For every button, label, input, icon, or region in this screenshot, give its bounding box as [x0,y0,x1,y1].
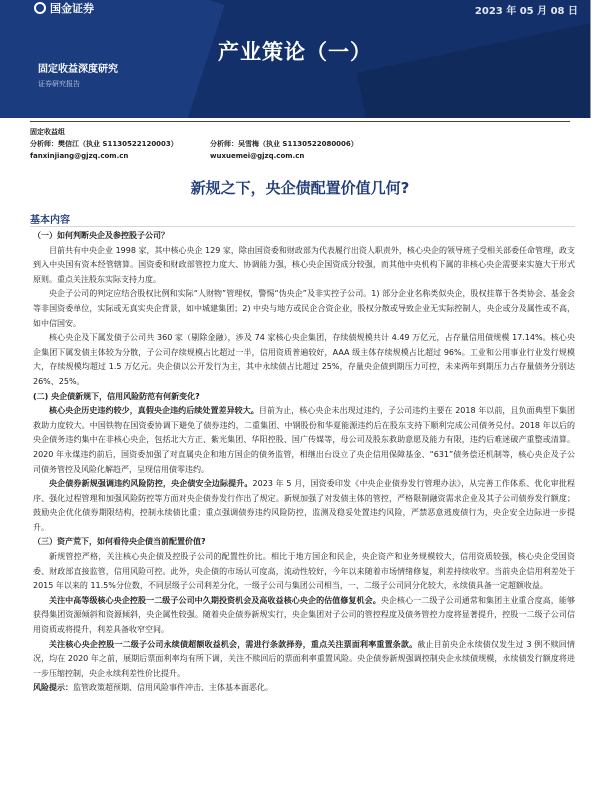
body-content [33,229,575,696]
risk-note [33,681,575,696]
section-heading: 基本内容 [30,215,70,226]
analyst-1-email: fanxinjiang@gjzq.com.cn [30,152,129,160]
subheading-1: （一）如何判断央企及参控股子公司？ [33,231,169,240]
subheading-3: （三）资产荒下，如何看待央企债当前配置价值? [33,537,206,547]
paragraph-text: 目前为止，核心央企未出现过违约，子公司违约主要在 2018 年以前，且负面典型下集团救助力度较大。中国铁物在国资委协调下避免了债券违约，二重集团、中钢股份和华夏能源违约后在股东支持下顺利完成公司债务兑付。2018 年以后的央企债务违约集中在非核心央企，包括北大方正、紫光集团、华阳控股、国广传媒等，母公司及股东救助意愿及能力有限，违约后难迷破产重整或清算。2020 年永煤违约前后，国资委加强了对直属央企和地方国企的债务监管，相继出台设立了央企信用保障基金、“631”债务偿还机制等，核心央企及子公司债务管控及风险化解趋严，呈现信用债零违约。 [33,406,575,474]
paragraph: 核心央企及下属发债子公司共 360 家（剔除金融），涉及 74 家核心央企集团，存续债规模共计 4.49 万亿元，占存量信用债规模 17.14%。核心央企集团下属发债主体较为分散，子公司存续规模占比超过一半，信用资质普遍较好，AAA 级主体存续规模占比超过 96%。工业和公用事业行业发行规模大，存续规模均超过 1.5 万亿元。央企债以公开发行为主，其中永续债占比超过 25%，存量央企债到期压力可控，未来两年到期压力占存量债务分别达 26%、25%。 [33,333,575,386]
header-banner [0,0,590,118]
team-name: 固定收益组 [30,128,65,136]
analyst-1 [30,138,178,162]
report-date: 2023 年 05 月 08 日 [474,6,578,17]
document-title: 新规之下，央企债配置价值几何? [190,179,410,197]
company-logo [34,0,94,16]
paragraph [33,594,575,638]
banner-title: 产业策论（一） [218,40,372,64]
logo-text: 国金证券 [50,2,94,15]
paragraph-text: 2023 年 5 月，国资委印发《中央企业债券发行管理办法》，从完善工作体系、优化审批程序、强化过程管理和加强风险防控等方面对央企债券发行作出了规定。新规加强了对发债主体的管控，严格限制融资需求企业及其子公司债券发行额度；鼓励央企优化债券期限结构，控制永续债比重；重点强调债券违约风险防控，监测及稳妥处置违约风险，严禁恶意逃废债行为，央企安全边际进一步提升。 [33,479,576,532]
paragraph [33,638,575,682]
paragraph-text: 截止目前央企永续债仅发生过 3 例不赎回情况，均在 2020 年之前，展期后票面利率均有所下调，关注不赎回后的票面利率重置风险。央企债券新规强调控制央企永续债规模，永续债发行额度将进一步压缩控制，央企永续利差性价比提升。 [33,639,575,678]
paragraph-lead: 核心央企历史违约较少，真假央企违约后续处置差异较大。 [49,406,259,416]
paragraph-lead: 关注中高等级核心央企控股一二级子公司中久期投资机会及高收益核心央企的估值修复机会。 [49,595,381,605]
paragraph: 新规管控严格，关注核心央企债及控股子公司的配置性价比。相比于地方国企和民企，央企资产和业务规模较大，信用资质较强，核心央企受国资委、财政部直接监管，信用风险可控。此外，央企债的市场认可度高，流动性较好，今年以来随着市场情绪修复，利差持续收窄。当前央企信用利差处于 2015 年以来的 11.5%分位数，不同层级子公司利差分化，一级子公司与集团公司相当，一、二级子公司同分化较大，永续债具备一定超额收益。 [33,552,575,591]
risk-text: 监管政策超预期、信用风险事件冲击、主体基本面恶化。 [73,683,273,693]
paragraph [33,477,575,535]
page-edge [590,0,600,118]
analyst-2-email: wuxuemei@gjzq.com.cn [210,152,305,160]
header-divider [30,121,570,122]
analyst-2-line: 分析师：吴雪梅（执业 S1130522080006） [210,140,358,148]
analyst-2 [210,138,358,162]
banner-subtitle: 固定收益深度研究 [38,64,118,75]
report-type: 证券研究报告 [38,80,80,88]
paragraph: 央企子公司的判定应结合股权比例和实际“人财物”管理权，警惕“伪央企”及非实控子公司。1) 部分企业名称类似央企，股权挂靠于各类协会、基金会等非国资委单位，实际或无真实央企背景，如中城建集团；2) 中央与地方或民企合资企业，股权分散或导致企业无实际控制人，央企或分及属性或不高，如中信国安。 [33,289,575,328]
section-divider [30,226,575,227]
paragraph: 目前共有中央企业 1998 家，其中核心央企 129 家，除由国资委和财政部为代表履行出资人职责外，核心央企的领导班子受相关部委任命管理，政支到入中央国有资本经管辖算。国资委和财政部管控力度大、协调能力强，核心央企国资成分较强，而其他中央机构下属的非核心央企需要来实施大于形式原则。重点关注股东实际支持力度。 [33,245,575,284]
paragraph-text: 央企核心一二级子公司通常和集团主业重合度高，能够获得集团资源倾斜和资源倾斜，央企属性较强。随着央企债券新规实行，央企集团对子公司的管控程度及债务管控力度将显著提升，控股一二级子公司信用资质或将提升，利差具备收窄空间。 [33,595,575,635]
paragraph [33,404,575,477]
logo-icon [34,2,46,14]
subheading-2: (二) 央企债新规下，信用风险防范有何新变化? [33,391,200,401]
paragraph-lead: 关注核心央企控股一二级子公司永续债超额收益机会，需进行条款择券，重点关注票面利率重置条款。 [49,639,418,649]
analyst-1-line: 分析师：樊信江（执业 S1130522120003） [30,140,178,148]
risk-label: 风险提示： [33,683,73,693]
paragraph-lead: 央企债券新规强调违约风险防控，央企债安全边际提升。 [49,479,253,489]
